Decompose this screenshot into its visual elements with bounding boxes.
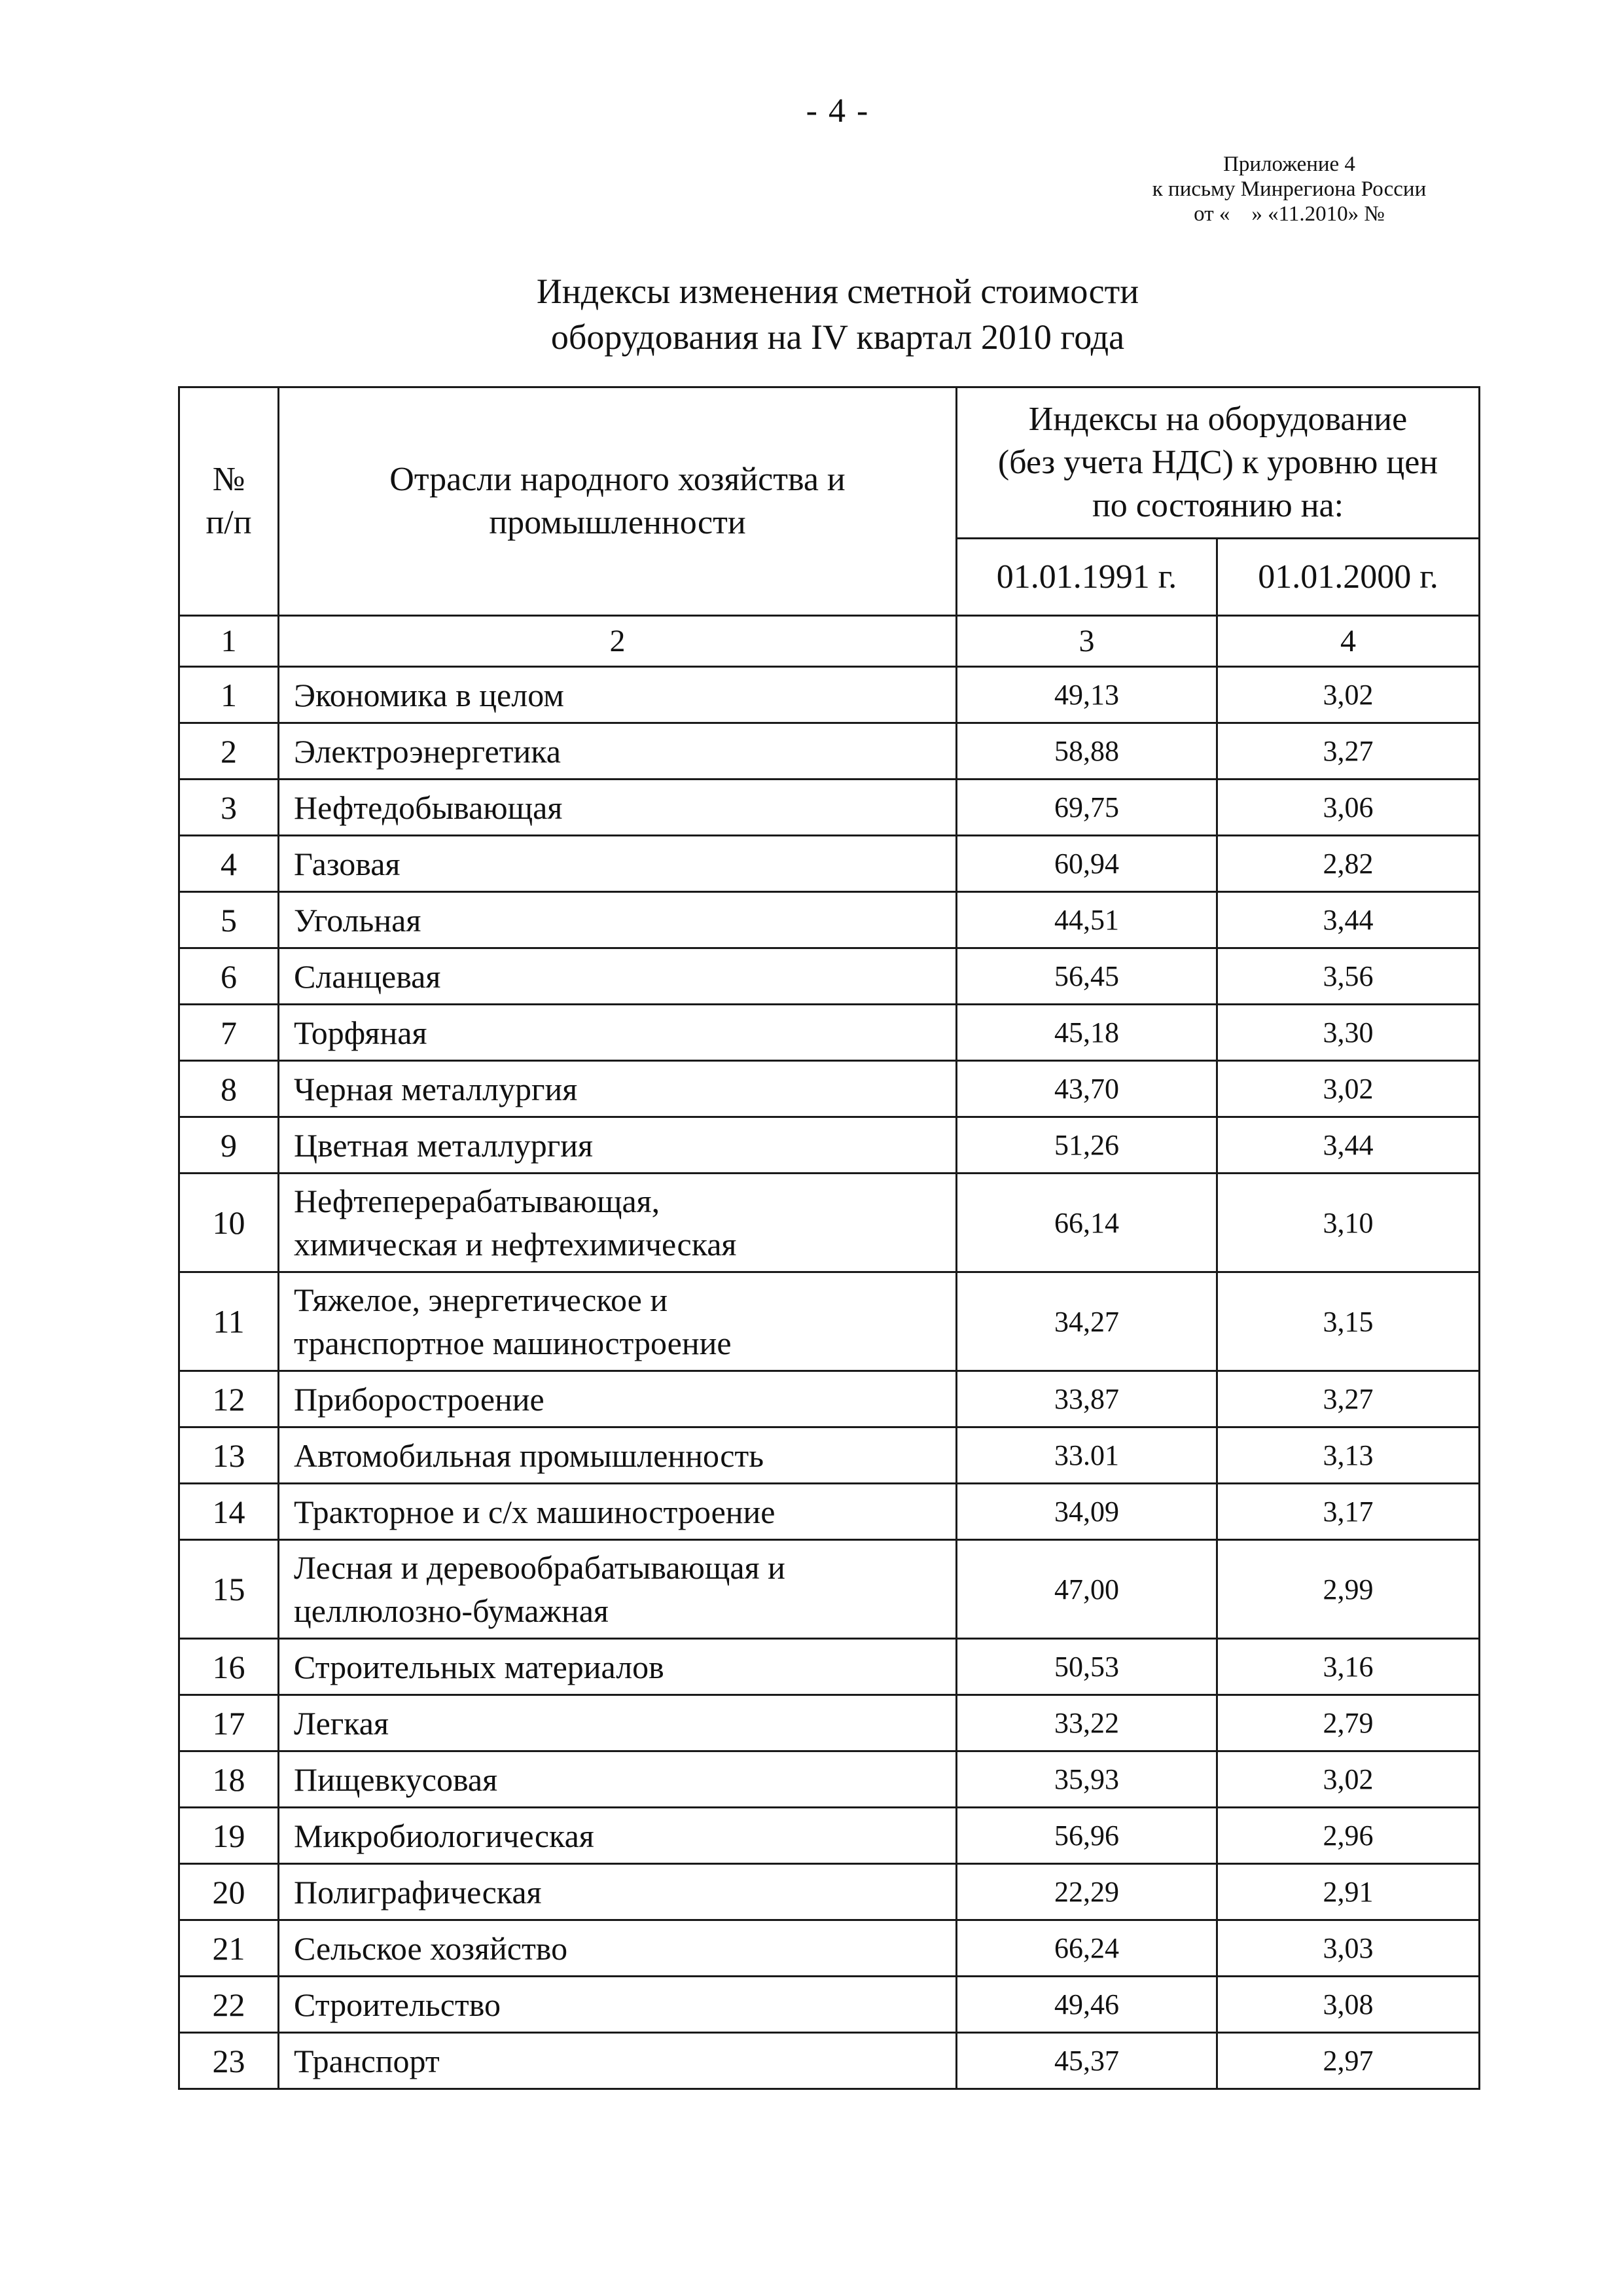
header-indices-line-3: по состоянию на: bbox=[1092, 487, 1344, 524]
column-number-row bbox=[179, 616, 1480, 667]
title-line-1: Индексы изменения сметной стоимости bbox=[536, 272, 1139, 311]
index-1991: 45,18 bbox=[957, 1005, 1217, 1061]
industry-name bbox=[279, 1371, 957, 1427]
index-2000: 3,03 bbox=[1217, 1920, 1480, 1977]
industry-name-line-1: Черная металлургия bbox=[294, 1070, 578, 1107]
header-indices-line-2: (без учета НДС) к уровню цен bbox=[997, 444, 1438, 481]
row-number: 11 bbox=[179, 1272, 279, 1371]
industry-name-line-1: Нефтеперерабатывающая, bbox=[294, 1183, 660, 1219]
row-number: 23 bbox=[179, 2033, 279, 2089]
industry-name bbox=[279, 1639, 957, 1695]
row-number: 6 bbox=[179, 948, 279, 1005]
appendix-line-2: к письму Минрегиона России bbox=[1152, 177, 1427, 201]
industry-name bbox=[279, 1005, 957, 1061]
index-1991: 56,96 bbox=[957, 1808, 1217, 1864]
industry-name bbox=[279, 1174, 957, 1272]
industry-name-line-1: Тяжелое, энергетическое и bbox=[294, 1282, 668, 1318]
industry-name-line-1: Микробиологическая bbox=[294, 1817, 594, 1854]
index-2000: 3,17 bbox=[1217, 1484, 1480, 1540]
industry-name-line-1: Нефтедобывающая bbox=[294, 789, 563, 826]
row-number: 13 bbox=[179, 1427, 279, 1484]
index-2000: 3,44 bbox=[1217, 1117, 1480, 1174]
index-1991: 66,14 bbox=[957, 1174, 1217, 1272]
row-number: 19 bbox=[179, 1808, 279, 1864]
industry-name-line-1: Экономика в целом bbox=[294, 676, 564, 713]
table-row bbox=[179, 1864, 1480, 1920]
table-row bbox=[179, 1005, 1480, 1061]
index-2000: 3,16 bbox=[1217, 1639, 1480, 1695]
row-number: 14 bbox=[179, 1484, 279, 1540]
table-row bbox=[179, 1751, 1480, 1808]
index-2000: 2,82 bbox=[1217, 836, 1480, 892]
table-row bbox=[179, 1061, 1480, 1117]
industry-name bbox=[279, 1751, 957, 1808]
table-row bbox=[179, 723, 1480, 780]
index-1991: 50,53 bbox=[957, 1639, 1217, 1695]
industry-name-line-1: Сельское хозяйство bbox=[294, 1929, 568, 1967]
industry-name bbox=[279, 1061, 957, 1117]
industry-name-line-1: Цветная металлургия bbox=[294, 1126, 594, 1164]
column-number: 3 bbox=[957, 616, 1217, 667]
column-number: 4 bbox=[1217, 616, 1480, 667]
table-row bbox=[179, 1808, 1480, 1864]
index-table bbox=[178, 386, 1480, 2090]
industry-name-line-1: Лесная и деревообрабатывающая и bbox=[294, 1549, 785, 1586]
table-body bbox=[179, 667, 1480, 2089]
index-1991: 33.01 bbox=[957, 1427, 1217, 1484]
index-1991: 49,13 bbox=[957, 667, 1217, 723]
index-2000: 3,02 bbox=[1217, 1751, 1480, 1808]
index-2000: 2,96 bbox=[1217, 1808, 1480, 1864]
industry-name bbox=[279, 780, 957, 836]
industry-name-line-1: Угольная bbox=[294, 901, 421, 939]
industry-name bbox=[279, 836, 957, 892]
header-number bbox=[179, 387, 279, 616]
row-number: 18 bbox=[179, 1751, 279, 1808]
industry-name-line-1: Сланцевая bbox=[294, 958, 441, 995]
index-1991: 34,27 bbox=[957, 1272, 1217, 1371]
table-row bbox=[179, 1977, 1480, 2033]
table-row bbox=[179, 2033, 1480, 2089]
column-number: 2 bbox=[279, 616, 957, 667]
table-row bbox=[179, 1484, 1480, 1540]
industry-name bbox=[279, 1540, 957, 1639]
industry-name bbox=[279, 723, 957, 780]
row-number: 1 bbox=[179, 667, 279, 723]
industry-name-line-1: Газовая bbox=[294, 845, 401, 882]
index-2000: 2,79 bbox=[1217, 1695, 1480, 1751]
header-number-line-1: № bbox=[212, 461, 245, 498]
industry-name bbox=[279, 1117, 957, 1174]
table-row bbox=[179, 1427, 1480, 1484]
index-1991: 66,24 bbox=[957, 1920, 1217, 1977]
index-2000: 3,02 bbox=[1217, 667, 1480, 723]
index-1991: 33,22 bbox=[957, 1695, 1217, 1751]
title-line-2: оборудования на IV квартал 2010 года bbox=[550, 317, 1125, 357]
industry-name bbox=[279, 1977, 957, 2033]
table-row bbox=[179, 1540, 1480, 1639]
industry-name bbox=[279, 667, 957, 723]
index-1991: 22,29 bbox=[957, 1864, 1217, 1920]
header-date-2000: 01.01.2000 г. bbox=[1217, 539, 1480, 616]
industry-name bbox=[279, 1484, 957, 1540]
table-row bbox=[179, 1174, 1480, 1272]
table-row bbox=[179, 1117, 1480, 1174]
industry-name bbox=[279, 1808, 957, 1864]
table-row bbox=[179, 667, 1480, 723]
industry-name bbox=[279, 1272, 957, 1371]
row-number: 10 bbox=[179, 1174, 279, 1272]
index-2000: 3,06 bbox=[1217, 780, 1480, 836]
industry-name-line-1: Строительных материалов bbox=[294, 1648, 664, 1685]
appendix-note bbox=[1060, 152, 1518, 226]
industry-name bbox=[279, 2033, 957, 2089]
industry-name bbox=[279, 1920, 957, 1977]
index-2000: 3,27 bbox=[1217, 723, 1480, 780]
industry-name bbox=[279, 948, 957, 1005]
document-title bbox=[0, 268, 1623, 360]
header-indices-line-1: Индексы на оборудование bbox=[1028, 401, 1408, 438]
index-1991: 47,00 bbox=[957, 1540, 1217, 1639]
index-1991: 69,75 bbox=[957, 780, 1217, 836]
index-1991: 56,45 bbox=[957, 948, 1217, 1005]
industry-name bbox=[279, 1427, 957, 1484]
appendix-line-3: от « » «11.2010» № bbox=[1194, 202, 1385, 226]
row-number: 5 bbox=[179, 892, 279, 948]
table-row bbox=[179, 1695, 1480, 1751]
index-2000: 3,10 bbox=[1217, 1174, 1480, 1272]
row-number: 7 bbox=[179, 1005, 279, 1061]
industry-name-line-1: Автомобильная промышленность bbox=[294, 1437, 764, 1474]
header-industry-line-1: Отрасли народного хозяйства и bbox=[389, 461, 846, 498]
header-date-1991: 01.01.1991 г. bbox=[957, 539, 1217, 616]
index-1991: 34,09 bbox=[957, 1484, 1217, 1540]
row-number: 16 bbox=[179, 1639, 279, 1695]
table-row bbox=[179, 836, 1480, 892]
index-1991: 43,70 bbox=[957, 1061, 1217, 1117]
index-1991: 45,37 bbox=[957, 2033, 1217, 2089]
industry-name-line-1: Легкая bbox=[294, 1704, 389, 1742]
industry-name-line-1: Торфяная bbox=[294, 1014, 427, 1051]
index-2000: 3,27 bbox=[1217, 1371, 1480, 1427]
header-indices bbox=[957, 387, 1480, 539]
table-row bbox=[179, 892, 1480, 948]
industry-name bbox=[279, 892, 957, 948]
index-2000: 3,13 bbox=[1217, 1427, 1480, 1484]
index-1991: 58,88 bbox=[957, 723, 1217, 780]
index-2000: 2,91 bbox=[1217, 1864, 1480, 1920]
table-row bbox=[179, 948, 1480, 1005]
index-2000: 2,99 bbox=[1217, 1540, 1480, 1639]
industry-name-line-1: Строительство bbox=[294, 1986, 501, 2023]
index-2000: 3,30 bbox=[1217, 1005, 1480, 1061]
row-number: 17 bbox=[179, 1695, 279, 1751]
industry-name-line-2: транспортное машиностроение bbox=[294, 1325, 732, 1361]
row-number: 22 bbox=[179, 1977, 279, 2033]
row-number: 4 bbox=[179, 836, 279, 892]
column-number: 1 bbox=[179, 616, 279, 667]
index-2000: 3,15 bbox=[1217, 1272, 1480, 1371]
row-number: 12 bbox=[179, 1371, 279, 1427]
index-2000: 2,97 bbox=[1217, 2033, 1480, 2089]
row-number: 21 bbox=[179, 1920, 279, 1977]
industry-name bbox=[279, 1864, 957, 1920]
row-number: 20 bbox=[179, 1864, 279, 1920]
index-1991: 60,94 bbox=[957, 836, 1217, 892]
industry-name-line-1: Полиграфическая bbox=[294, 1873, 542, 1910]
header-number-line-2: п/п bbox=[205, 504, 252, 541]
index-1991: 33,87 bbox=[957, 1371, 1217, 1427]
index-2000: 3,56 bbox=[1217, 948, 1480, 1005]
industry-name-line-2: целлюлозно-бумажная bbox=[294, 1592, 609, 1629]
table-row bbox=[179, 1639, 1480, 1695]
industry-name-line-2: химическая и нефтехимическая bbox=[294, 1226, 737, 1263]
industry-name-line-1: Тракторное и с/х машиностроение bbox=[294, 1493, 776, 1530]
row-number: 15 bbox=[179, 1540, 279, 1639]
header-industry bbox=[279, 387, 957, 616]
table-row bbox=[179, 1371, 1480, 1427]
header-industry-line-2: промышленности bbox=[489, 504, 746, 541]
industry-name-line-1: Пищевкусовая bbox=[294, 1761, 498, 1798]
table-row bbox=[179, 1920, 1480, 1977]
index-2000: 3,44 bbox=[1217, 892, 1480, 948]
row-number: 2 bbox=[179, 723, 279, 780]
industry-name-line-1: Электроэнергетика bbox=[294, 732, 561, 770]
table-row bbox=[179, 1272, 1480, 1371]
index-1991: 49,46 bbox=[957, 1977, 1217, 2033]
index-1991: 35,93 bbox=[957, 1751, 1217, 1808]
appendix-line-1: Приложение 4 bbox=[1223, 152, 1355, 176]
index-2000: 3,08 bbox=[1217, 1977, 1480, 2033]
index-2000: 3,02 bbox=[1217, 1061, 1480, 1117]
industry-name bbox=[279, 1695, 957, 1751]
row-number: 9 bbox=[179, 1117, 279, 1174]
industry-name-line-1: Транспорт bbox=[294, 2042, 440, 2079]
index-1991: 51,26 bbox=[957, 1117, 1217, 1174]
industry-name-line-1: Приборостроение bbox=[294, 1380, 544, 1418]
page-number: - 4 - bbox=[806, 92, 870, 130]
table-row bbox=[179, 780, 1480, 836]
row-number: 8 bbox=[179, 1061, 279, 1117]
index-1991: 44,51 bbox=[957, 892, 1217, 948]
row-number: 3 bbox=[179, 780, 279, 836]
